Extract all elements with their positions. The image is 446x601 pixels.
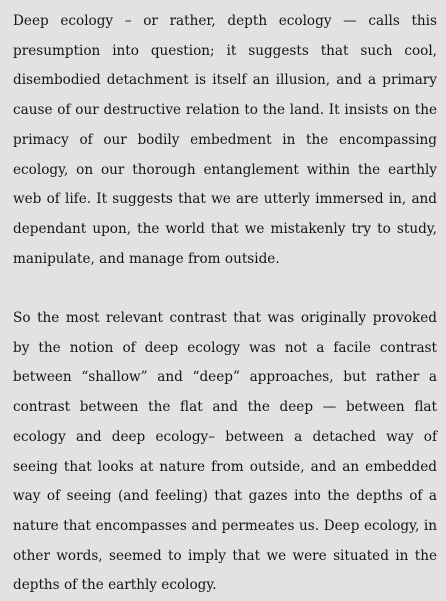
paragraph-depth-ecology: Deep ecology – or rather, depth ecology — calls this presumption into question; it suggests that such cool, disembodied detachment is itself an illusion, and a primary cause of our destructive relation to the land. It insists on the primacy of our bodily embedment in the encompassing ecology, on our thorough entanglement within the earthly web of life. It suggests that we are utterly immersed in, and dependant upon, the world that we mistakenly try to study, manipulate, and manage from outside.: [13, 13, 437, 267]
paragraph-flat-vs-deep: So the most relevant contrast that was originally provoked by the notion of deep ecology was not a facile contrast between “shallow” and “deep” approaches, but rather a contrast between the flat and the deep — between flat ecology and deep ecology– between a detached way of seeing that looks at nature from outside, and an embedded way of seeing (and feeling) that gazes into the depths of a nature that encompasses and permeates us. Deep ecology, in other words, seemed to imply that we were situated in the depths of the earthly ecology.: [13, 310, 437, 594]
